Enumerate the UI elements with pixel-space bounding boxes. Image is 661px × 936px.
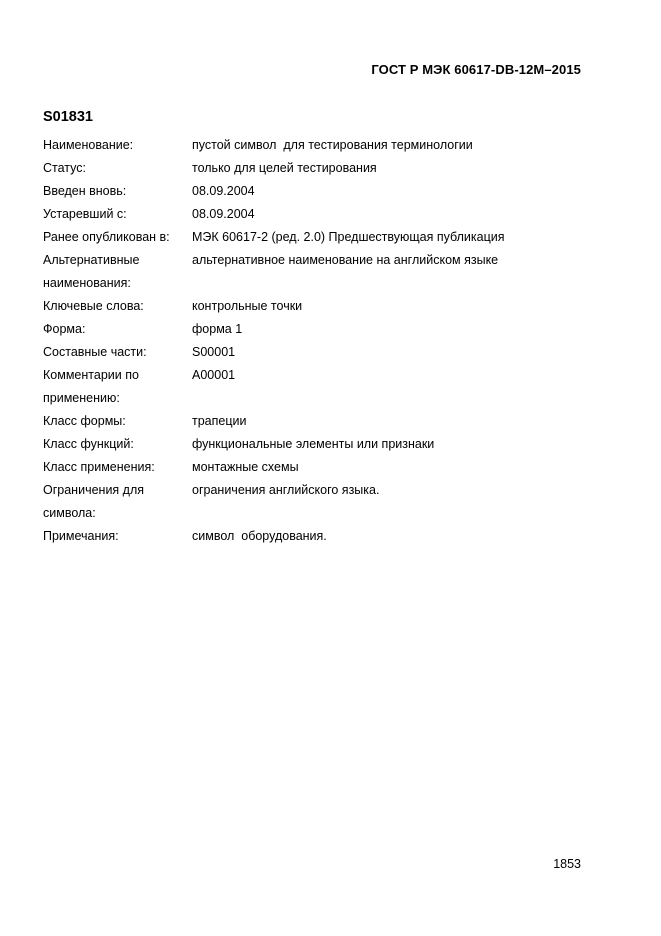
field-value: пустой символ для тестирования терминологии	[192, 138, 473, 152]
field-label: Устаревший с:	[43, 207, 127, 221]
field-label: Класс функций:	[43, 437, 134, 451]
field-value: функциональные элементы или признаки	[192, 437, 435, 451]
page-number: 1853	[553, 857, 581, 871]
field-label: Альтернативные	[43, 253, 140, 267]
field-value: A00001	[192, 368, 236, 382]
field-value	[192, 272, 583, 295]
field-label: Класс формы:	[43, 414, 126, 428]
field-row-function-class	[43, 433, 583, 456]
field-value: ограничения английского языка.	[192, 483, 380, 497]
field-row-application-notes-cont	[43, 387, 583, 410]
field-value: контрольные точки	[192, 299, 303, 313]
field-row-application-notes	[43, 364, 583, 387]
field-row-shape-class	[43, 410, 583, 433]
field-label: Примечания:	[43, 529, 119, 543]
field-label: применению:	[43, 391, 120, 405]
field-label: символа:	[43, 506, 96, 520]
field-row-introduced	[43, 180, 583, 203]
field-row-status	[43, 157, 583, 180]
field-label: наименования:	[43, 276, 131, 290]
document-header: ГОСТ Р МЭК 60617-DB-12M–2015	[371, 62, 581, 77]
field-label: Класс применения:	[43, 460, 155, 474]
field-value: монтажные схемы	[192, 460, 299, 474]
field-row-keywords	[43, 295, 583, 318]
field-value: символ оборудования.	[192, 529, 327, 543]
field-row-symbol-restrictions	[43, 479, 583, 502]
field-row-notes	[43, 525, 583, 548]
field-label: Наименование:	[43, 138, 134, 152]
symbol-id-heading: S01831	[43, 109, 93, 125]
field-value: только для целей тестирования	[192, 161, 377, 175]
field-row-obsolete	[43, 203, 583, 226]
field-row-application-class	[43, 456, 583, 479]
field-label: Комментарии по	[43, 368, 139, 382]
field-value: форма 1	[192, 322, 243, 336]
field-row-components	[43, 341, 583, 364]
field-value: S00001	[192, 345, 236, 359]
field-row-previously-published	[43, 226, 583, 249]
field-label: Ключевые слова:	[43, 299, 144, 313]
field-value: 08.09.2004	[192, 184, 255, 198]
field-value: МЭК 60617-2 (ред. 2.0) Предшествующая публикация	[192, 230, 505, 244]
field-label: Форма:	[43, 322, 86, 336]
field-row-alternative-names-cont	[43, 272, 583, 295]
field-label: Составные части:	[43, 345, 147, 359]
field-row-form	[43, 318, 583, 341]
field-value: 08.09.2004	[192, 207, 255, 221]
field-row-alternative-names	[43, 249, 583, 272]
field-label: Статус:	[43, 161, 86, 175]
field-label: Ранее опубликован в:	[43, 230, 170, 244]
symbol-fields-list	[43, 134, 583, 548]
field-value: альтернативное наименование на английском языке	[192, 253, 499, 267]
field-row-name	[43, 134, 583, 157]
field-value	[192, 387, 583, 410]
field-value: трапеции	[192, 414, 247, 428]
field-value	[192, 502, 583, 525]
field-label: Ограничения для	[43, 483, 145, 497]
field-row-symbol-restrictions-cont	[43, 502, 583, 525]
field-label: Введен вновь:	[43, 184, 127, 198]
